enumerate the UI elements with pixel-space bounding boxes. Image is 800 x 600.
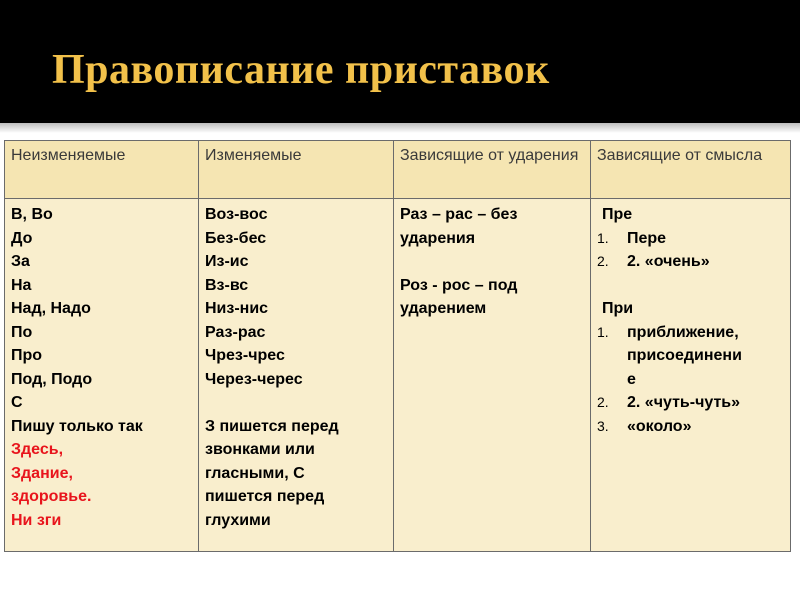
rule-text: ударения — [400, 229, 476, 247]
header-meaning-dependent: Зависящие от смысла — [591, 141, 791, 199]
list-item: С — [11, 394, 23, 411]
list-item-text: приближение, — [627, 323, 739, 341]
list-item-text: присоединени — [627, 347, 742, 364]
cell-unchanging — [5, 199, 199, 552]
rule-text: Раз – рас – без — [400, 206, 518, 223]
list-item: На — [11, 276, 32, 294]
cell-stress-dependent — [394, 199, 591, 552]
pri-list — [597, 321, 784, 439]
list-number: 1. — [597, 229, 609, 246]
spacer — [597, 274, 784, 298]
rule-text: Роз - рос – под — [400, 276, 518, 294]
list-item: Низ-нис — [205, 300, 269, 317]
prefix-heading-pri: При — [602, 300, 634, 317]
list-item-text: Пере — [627, 229, 667, 247]
list-item: Над, Надо — [11, 300, 91, 317]
list-item — [597, 227, 784, 251]
exception-word: Здесь, — [11, 441, 64, 458]
content-row — [5, 199, 791, 552]
list-item-text: е — [627, 370, 636, 388]
exception-word: Ни зги — [11, 511, 62, 529]
list-item — [597, 321, 784, 392]
rule-note: З пишется перед — [205, 417, 339, 435]
list-item: Воз-вос — [205, 206, 268, 223]
list-item: До — [11, 229, 33, 247]
list-item: Под, Подо — [11, 370, 93, 388]
list-number: 2. — [597, 394, 609, 410]
list-item: За — [11, 253, 30, 270]
rule-note: звонками или — [205, 441, 315, 458]
title-shadow — [0, 123, 800, 133]
list-item: Через-черес — [205, 370, 303, 388]
rule-note: пишется перед — [205, 488, 325, 505]
list-number: 2. — [597, 253, 609, 269]
list-item: Без-бес — [205, 229, 267, 247]
list-item: Раз-рас — [205, 323, 266, 341]
cell-meaning-dependent — [591, 199, 791, 552]
list-item: Вз-вс — [205, 276, 249, 294]
list-item: Из-ис — [205, 253, 249, 270]
list-item-text: 2. «очень» — [627, 253, 710, 270]
pre-list — [597, 227, 784, 274]
list-number: 1. — [597, 323, 609, 340]
list-item-text: 2. «чуть-чуть» — [627, 394, 741, 411]
list-item: Пишу только так — [11, 417, 143, 435]
header-stress-dependent: Зависящие от ударения — [394, 141, 591, 199]
slide-title: Правописание приставок — [52, 47, 550, 93]
list-item: Чрез-чрес — [205, 347, 285, 364]
header-changing: Изменяемые — [199, 141, 394, 199]
list-number: 3. — [597, 417, 609, 434]
list-item-text: «около» — [627, 417, 692, 435]
rule-note: гласными, С — [205, 464, 305, 482]
exception-word: Здание, — [11, 464, 73, 482]
list-item — [597, 415, 784, 439]
list-item: В, Во — [11, 206, 53, 223]
spacer — [400, 250, 584, 274]
cell-changing — [199, 199, 394, 552]
list-item — [597, 250, 784, 274]
exception-word: здоровье. — [11, 488, 92, 505]
rule-note: глухими — [205, 511, 271, 529]
list-item — [597, 391, 784, 415]
list-item: Про — [11, 347, 43, 364]
prefix-heading-pre: Пре — [602, 206, 633, 223]
rule-text: ударением — [400, 300, 487, 317]
spacer — [205, 391, 387, 415]
header-unchanging: Неизменяемые — [5, 141, 199, 199]
list-item: По — [11, 323, 33, 341]
header-row — [5, 141, 791, 199]
prefix-spelling-table — [4, 140, 791, 552]
